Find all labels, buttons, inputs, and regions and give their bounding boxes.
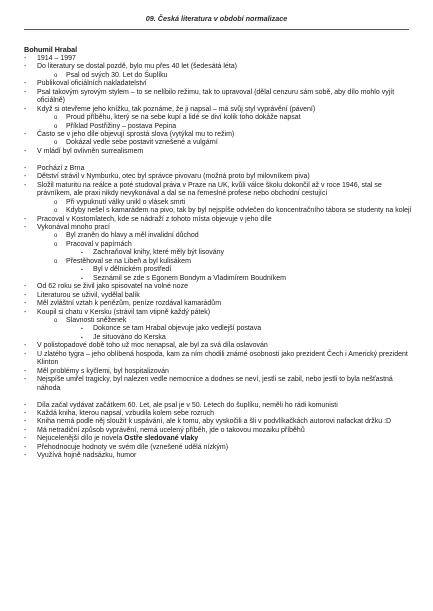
dash-bullet: - bbox=[24, 300, 27, 308]
list-item bbox=[24, 283, 416, 291]
list-item-text: Nejucelenější dílo je novela bbox=[37, 435, 125, 443]
list-item-text: Koupil si chatu v Kersku (strávil tam vtipně každý pátek) bbox=[37, 308, 211, 316]
dash-bullet: - bbox=[24, 173, 27, 181]
list-item-text: V mládí byl ovlivněn surrealismem bbox=[37, 147, 144, 155]
dash-bullet: - bbox=[24, 164, 27, 172]
list-item-text: Měl zvláštní vztah k penězům, peníze rozdával kamarádům bbox=[37, 300, 222, 308]
circle-bullet: o bbox=[54, 72, 58, 79]
list-item bbox=[24, 266, 416, 274]
list-item-text: 1914 – 1997 bbox=[37, 54, 76, 62]
dash-bullet: - bbox=[24, 426, 27, 434]
list-item-text: Pracoval v papírnách bbox=[66, 240, 132, 248]
notes-content bbox=[24, 46, 416, 461]
dash-bullet: - bbox=[24, 131, 27, 139]
list-item bbox=[24, 241, 416, 249]
circle-bullet: o bbox=[54, 241, 58, 248]
list-item bbox=[24, 114, 416, 122]
list-spacer bbox=[24, 393, 416, 401]
list-item-text: Literaturou se uživil, vydělal balík bbox=[37, 291, 140, 299]
list-item-text: V polistopadové době toho už moc nenapsal, ale byl za svá díla oslavován bbox=[37, 342, 268, 350]
dash-bullet: - bbox=[24, 308, 27, 316]
list-item-text: Je situováno do Kerska bbox=[93, 333, 166, 341]
dash-bullet: - bbox=[24, 291, 27, 299]
list-item bbox=[24, 309, 416, 317]
list-item-text: Dokonce se tam Hrabal objevuje jako vedlejší postava bbox=[93, 325, 262, 333]
list-item bbox=[24, 452, 416, 460]
list-item bbox=[24, 55, 416, 63]
list-item-text: Měl problémy s kyčlemi, byl hospitalizován bbox=[37, 367, 169, 375]
dash-bullet: - bbox=[24, 80, 27, 88]
list-item bbox=[24, 402, 416, 410]
list-item bbox=[24, 80, 416, 88]
list-item bbox=[24, 410, 416, 418]
list-item bbox=[24, 232, 416, 240]
list-item-text: Využívá hojně nadsázku, humor bbox=[37, 452, 137, 460]
list-item bbox=[24, 131, 416, 139]
list-item-text: Přestěhoval se na Libeň a byl kulisákem bbox=[66, 257, 191, 265]
list-item-text: Zachraňoval knihy, které měly být lisovány bbox=[93, 249, 224, 257]
bullet-list bbox=[24, 55, 416, 461]
list-item bbox=[24, 173, 416, 181]
dash-bullet: - bbox=[24, 435, 27, 443]
list-item bbox=[24, 368, 416, 376]
section-heading: Bohumil Hrabal bbox=[24, 45, 78, 54]
circle-bullet: o bbox=[54, 140, 58, 147]
list-item-text: Seznámil se zde s Egonem Bondym a Vladimírem Boudníkem bbox=[93, 274, 286, 282]
list-item-text: Má netradiční způsob vyprávění, nemá ucelený příběh, jde o takovou mozaiku příběhů bbox=[37, 426, 305, 434]
list-item-text: Byl zraněn do hlavy a měl invalidní důchod bbox=[66, 232, 199, 240]
list-item-text: U zlatého tygra – jeho oblíbená hospoda, kam za ním chodili známé osobnosti jako prezident Čech i Americký prezident Klinton bbox=[37, 350, 408, 367]
circle-bullet: o bbox=[54, 123, 58, 130]
dash-bullet: - bbox=[24, 376, 27, 384]
list-item-text: Kdyby nešel s kamarádem na pivo, tak by byl nejspíše odvlečen do koncentračního tábora se studenty na kolejí bbox=[66, 207, 412, 215]
circle-bullet: o bbox=[54, 208, 58, 215]
dash-bullet: - bbox=[24, 283, 27, 291]
list-item bbox=[24, 216, 416, 224]
dash-bullet: - bbox=[24, 342, 27, 350]
list-item bbox=[24, 325, 416, 333]
list-item-text: Příklad Postřižiny – postava Pepina bbox=[66, 122, 177, 130]
list-item-text: Nejspíše umřel tragicky, byl nalezen vedle nemocnice a dodnes se neví, jestli se zabil, nebo jestli to byla nešťastná náhoda bbox=[37, 376, 393, 392]
dash-bullet: - bbox=[24, 350, 27, 358]
circle-bullet: o bbox=[54, 199, 58, 206]
dash-bullet: - bbox=[24, 224, 27, 231]
square-bullet: ▪ bbox=[81, 334, 83, 341]
list-item bbox=[24, 249, 416, 257]
dash-bullet: - bbox=[24, 215, 27, 223]
dash-bullet: - bbox=[24, 54, 27, 62]
circle-bullet: o bbox=[54, 233, 58, 240]
dash-bullet: - bbox=[24, 452, 27, 460]
list-item-text: Složil maturitu na reálce a poté studoval práva v Praze na UK, kvůli válce školu dokončil až v roce 1946, stal se právníkem, ale praxi nikdy nevykonával a dal se na řemeslné profese nebo obchodní cestující bbox=[37, 181, 382, 198]
list-item-text: Kniha nemá podle něj sloužit k uspávání, ale k tomu, aby vyskočili a šli v podvlíkačkách autorovi nafackat držku :D bbox=[37, 418, 392, 426]
list-item-text: Každá kniha, kterou napsal, vzbudila kolem sebe rozruch bbox=[37, 409, 215, 417]
dash-bullet: - bbox=[24, 105, 27, 113]
list-item-text: Často se v jeho díle objevují sprostá slova (vytýkal mu to režim) bbox=[37, 131, 235, 139]
list-item bbox=[24, 207, 416, 215]
list-item bbox=[24, 300, 416, 308]
list-item bbox=[24, 106, 416, 114]
list-item bbox=[24, 165, 416, 173]
list-item-text: Dokázal vedle sebe postavit vznešené a vulgární bbox=[66, 139, 218, 147]
highlighted-title: Ostře sledované vlaky bbox=[124, 435, 199, 443]
list-item bbox=[24, 89, 416, 106]
list-item bbox=[24, 258, 416, 266]
square-bullet: ▪ bbox=[81, 250, 83, 257]
list-item-text: Proud příběhu, který se na sebe kupí a lidé se diví kolik toho dokáže napsat bbox=[66, 114, 301, 122]
list-item bbox=[24, 317, 416, 325]
list-item bbox=[24, 444, 416, 452]
list-item-text: Psal takovým syrovým stylem – to se nelíbilo režimu, tak to upravoval (dělal cenzuru sám sobě, aby dílo mohlo vyjít oficiálně) bbox=[37, 88, 395, 105]
page-title: 09. Česká literatura v období normalizace bbox=[145, 14, 288, 23]
list-item bbox=[24, 427, 416, 435]
dash-bullet: - bbox=[24, 367, 27, 375]
circle-bullet: o bbox=[54, 317, 58, 324]
list-item-text: Byl v dělnickém prostředí bbox=[93, 266, 172, 274]
list-item-text: Do literatury se dostal pozdě, bylo mu přes 40 let (šedesátá léta) bbox=[37, 63, 237, 71]
dash-bullet: - bbox=[24, 88, 27, 96]
circle-bullet: o bbox=[54, 115, 58, 122]
list-item-text: Při vypuknutí války unikl o vlásek smrti bbox=[66, 198, 186, 206]
list-item bbox=[24, 63, 416, 71]
list-item bbox=[24, 376, 416, 393]
list-item bbox=[24, 342, 416, 350]
dash-bullet: - bbox=[24, 409, 27, 417]
square-bullet: ▪ bbox=[81, 267, 83, 274]
list-item-text: Publikoval oficiálních nakladatelství bbox=[37, 80, 147, 88]
list-item bbox=[24, 139, 416, 147]
list-item-text: Od 62 roku se živil jako spisovatel na volné noze bbox=[37, 283, 188, 291]
list-item-text: Když si otevřeme jeho knížku, tak poznáme, že ji napsal – má svůj styl vyprávění (pávení) bbox=[37, 105, 316, 113]
list-item-text: Přehodnocuje hodnoty ve svém díle (vznešené udělá nízkým) bbox=[37, 443, 229, 451]
list-item-text: Díla začal vydávat začátkem 60. Let, ale psal je v 50. Letech do šuplíku, neměli ho rádi komunisti bbox=[37, 401, 338, 409]
title-rule bbox=[24, 29, 409, 30]
dash-bullet: - bbox=[24, 147, 27, 155]
list-item bbox=[24, 275, 416, 283]
square-bullet: ▪ bbox=[81, 326, 83, 333]
list-spacer bbox=[24, 156, 416, 164]
list-item-text: Vykonával mnoho prací bbox=[37, 224, 110, 231]
list-item-text: Slavnosti sněženek bbox=[66, 316, 127, 324]
list-item bbox=[24, 148, 416, 156]
list-item bbox=[24, 199, 416, 207]
circle-bullet: o bbox=[54, 258, 58, 265]
list-item-text: Psal od svých 30. Let do Šuplíku bbox=[66, 71, 168, 79]
dash-bullet: - bbox=[24, 63, 27, 71]
list-item bbox=[24, 292, 416, 300]
list-item bbox=[24, 182, 416, 199]
dash-bullet: - bbox=[24, 443, 27, 451]
list-item bbox=[24, 418, 416, 426]
dash-bullet: - bbox=[24, 418, 27, 426]
square-bullet: ▪ bbox=[81, 275, 83, 282]
dash-bullet: - bbox=[24, 181, 27, 189]
list-item-text: Pracoval v Kostomlatech, kde se nádraží z tohoto místa objevuje v jeho díle bbox=[37, 215, 272, 223]
list-item-text: Dětství strávil v Nymburku, otec byl správce pivovaru (možná proto byl milovníkem piva) bbox=[37, 173, 310, 181]
list-item bbox=[24, 351, 416, 368]
list-item bbox=[24, 123, 416, 131]
list-item bbox=[24, 435, 416, 443]
list-item-text: Pochází z Brna bbox=[37, 164, 85, 172]
dash-bullet: - bbox=[24, 401, 27, 409]
list-item bbox=[24, 72, 416, 80]
list-item bbox=[24, 334, 416, 342]
